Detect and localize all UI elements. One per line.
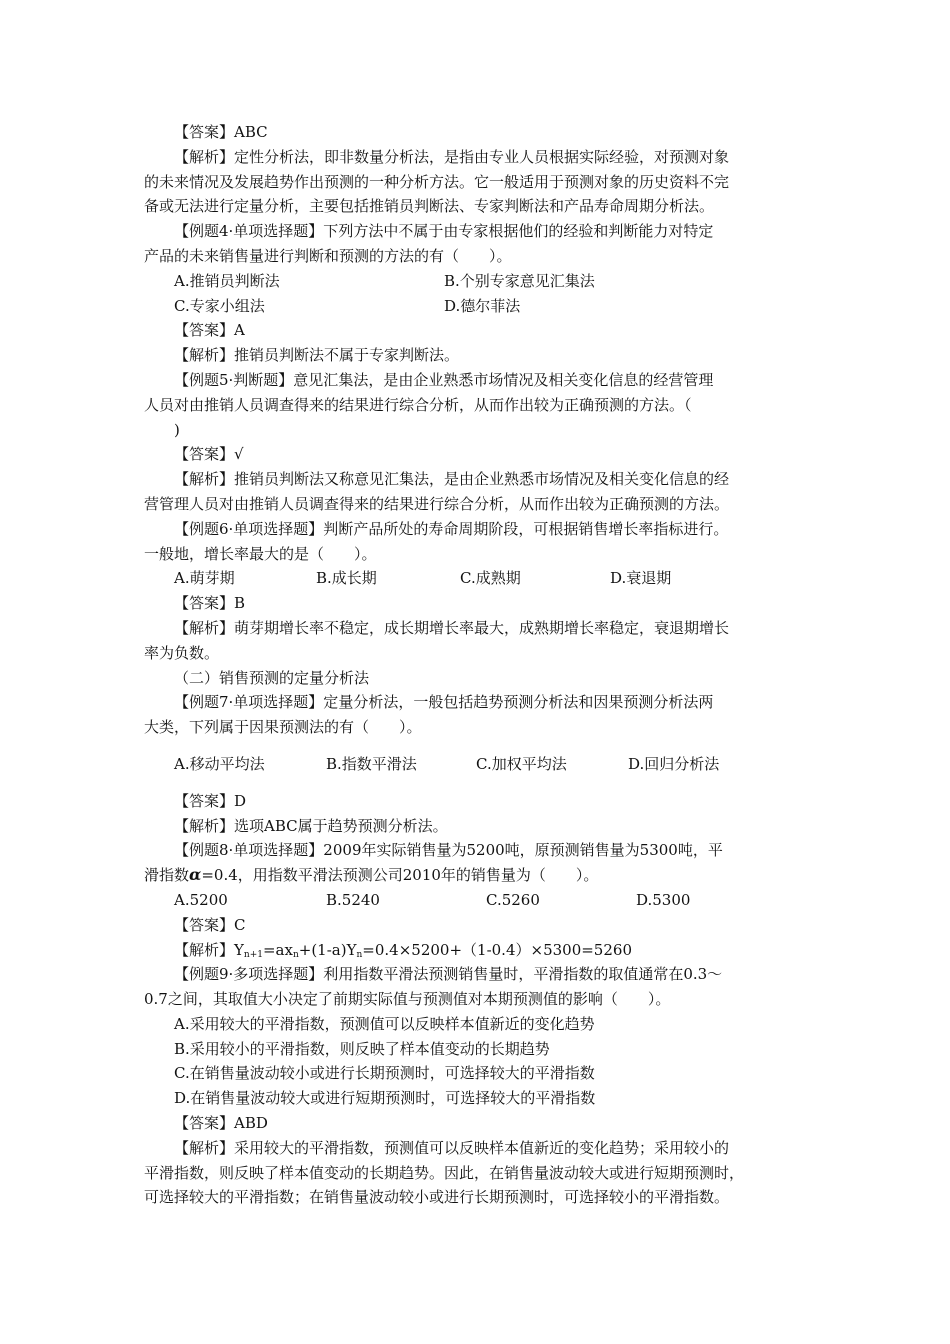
alpha-symbol: α — [189, 865, 202, 885]
option-item: B.个别专家意见汇集法 — [444, 271, 595, 290]
text-line: ) — [174, 420, 180, 439]
formula-segment: +(1-a)Y — [298, 940, 357, 959]
formula-line — [144, 938, 812, 963]
text-line: A.采用较大的平滑指数，预测值可以反映样本值新近的变化趋势 — [174, 1014, 595, 1033]
answer-line: 【答案】C — [174, 915, 246, 934]
text-line: 平滑指数，则反映了样本值变动的长期趋势。因此，在销售量波动较大或进行短期预测时， — [144, 1163, 745, 1182]
option-item: D.5300 — [636, 890, 691, 909]
text-line: 【例题7·单项选择题】定量分析法，一般包括趋势预测分析法和因果预测分析法两 — [174, 693, 714, 712]
answer-line: 【答案】B — [174, 594, 246, 613]
text-line: 【例题4·单项选择题】下列方法中不属于由专家根据他们的经验和判断能力对特定 — [174, 222, 714, 241]
text-line: 【解析】萌芽期增长率不稳定，成长期增长率最大，成熟期增长率稳定，衰退期增长 — [174, 618, 730, 637]
text-line: 【解析】推销员判断法又称意见汇集法，是由企业熟悉市场情况及相关变化信息的经 — [174, 470, 730, 489]
spacer — [144, 740, 812, 752]
formula-segment: 【解析】Y — [174, 940, 244, 959]
option-item: D.衰退期 — [610, 569, 672, 588]
option-item: A.5200 — [174, 890, 228, 909]
option-item: C.专家小组法 — [174, 296, 265, 315]
formula-subscript: n — [292, 949, 299, 960]
text-line: 【解析】定性分析法，即非数量分析法，是指由专业人员根据实际经验，对预测对象 — [174, 147, 730, 166]
option-item: B.成长期 — [316, 569, 377, 588]
formula-segment: =ax — [262, 940, 293, 959]
text-line: 的未来情况及发展趋势作出预测的一种分析方法。它一般适用于预测对象的历史资料不完 — [144, 172, 730, 191]
option-item: B.5240 — [326, 890, 380, 909]
option-item: A.移动平均法 — [174, 754, 265, 773]
option-row — [144, 752, 812, 777]
text-line: 率为负数。 — [144, 643, 220, 662]
text-segment: =0.4，用指数平滑法预测公司2010年的销售量为（ ）。 — [201, 866, 599, 885]
text-line: 营管理人员对由推销人员调查得来的结果进行综合分析，从而作出较为正确预测的方法。 — [144, 494, 730, 513]
text-line: 【例题9·多项选择题】利用指数平滑法预测销售量时，平滑指数的取值通常在0.3～ — [174, 965, 723, 984]
text-line: D.在销售量波动较大或进行短期预测时，可选择较大的平滑指数 — [174, 1089, 596, 1108]
option-item: C.成熟期 — [460, 569, 521, 588]
option-item: D.回归分析法 — [628, 754, 720, 773]
text-line: C.在销售量波动较小或进行长期预测时，可选择较大的平滑指数 — [174, 1064, 595, 1083]
text-segment: 滑指数 — [144, 866, 190, 885]
text-line: 【例题6·单项选择题】判断产品所处的寿命周期阶段，可根据销售增长率指标进行。 — [174, 519, 729, 538]
text-line: 0.7之间，其取值大小决定了前期实际值与预测值对本期预测值的影响（ ）。 — [144, 990, 671, 1009]
option-item: D.德尔菲法 — [444, 296, 521, 315]
answer-line: 【答案】√ — [174, 445, 244, 464]
document-page — [144, 120, 812, 1210]
text-line: 备或无法进行定量分析，主要包括推销员判断法、专家判断法和产品寿命周期分析法。 — [144, 197, 715, 216]
text-line: 大类，下列属于因果预测法的有（ ）。 — [144, 718, 422, 737]
option-item: A.萌芽期 — [174, 569, 235, 588]
option-row — [144, 888, 812, 913]
text-line: 【解析】采用较大的平滑指数，预测值可以反映样本值新近的变化趋势；采用较小的 — [174, 1138, 730, 1157]
text-line: 【例题5·判断题】意见汇集法，是由企业熟悉市场情况及相关变化信息的经营管理 — [174, 370, 714, 389]
option-item: B.指数平滑法 — [326, 754, 417, 773]
option-row — [144, 269, 812, 294]
text-line: 人员对由推销人员调查得来的结果进行综合分析，从而作出较为正确预测的方法。（ — [144, 395, 692, 414]
formula-subscript: n — [356, 949, 363, 960]
answer-line: 【答案】A — [174, 321, 245, 340]
text-line: 【解析】选项ABC属于趋势预测分析法。 — [174, 816, 448, 835]
text-line: 【解析】推销员判断法不属于专家判断法。 — [174, 346, 460, 365]
option-item: A.推销员判断法 — [174, 271, 280, 290]
option-item: C.加权平均法 — [476, 754, 567, 773]
answer-line: 【答案】D — [174, 791, 247, 810]
answer-line: 【答案】ABD — [174, 1114, 268, 1133]
text-line — [144, 863, 812, 888]
formula-subscript: n+1 — [243, 949, 263, 960]
text-line: 产品的未来销售量进行判断和预测的方法的有（ ）。 — [144, 246, 512, 265]
formula-segment: =0.4×5200+（1-0.4）×5300=5260 — [362, 940, 632, 959]
answer-line: 【答案】ABC — [174, 123, 268, 141]
text-line: 【例题8·单项选择题】2009年实际销售量为5200吨，原预测销售量为5300吨，平 — [174, 841, 723, 860]
option-row — [144, 566, 812, 591]
text-line: B.采用较小的平滑指数，则反映了样本值变动的长期趋势 — [174, 1039, 550, 1058]
option-row — [144, 294, 812, 319]
text-line: 一般地，增长率最大的是（ ）。 — [144, 544, 377, 563]
option-item: C.5260 — [486, 890, 540, 909]
text-line: 可选择较大的平滑指数；在销售量波动较小或进行长期预测时，可选择较小的平滑指数。 — [144, 1188, 730, 1207]
spacer — [144, 777, 812, 789]
text-line: （二）销售预测的定量分析法 — [174, 668, 370, 687]
